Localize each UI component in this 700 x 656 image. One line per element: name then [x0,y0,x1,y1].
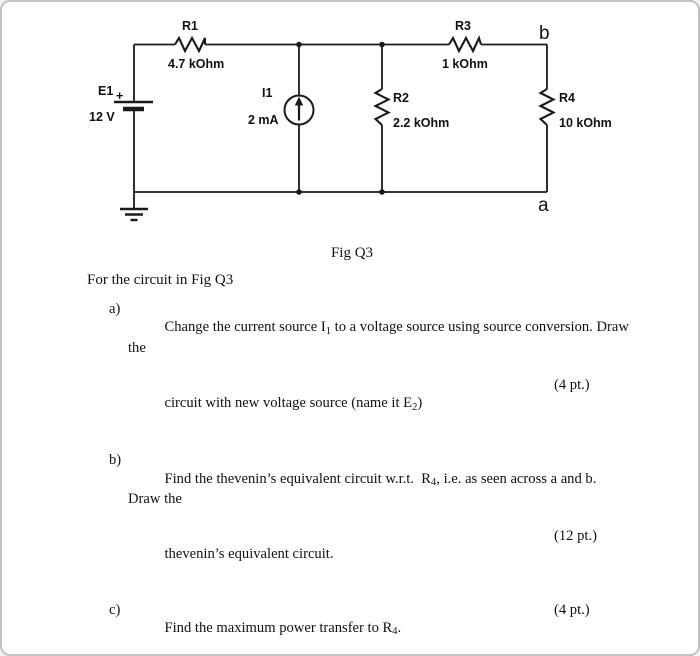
e1-value-label: 12 V [89,110,115,124]
resistor-r4-symbol [541,89,554,125]
node-dot [379,42,385,48]
question-label: c) [109,601,121,618]
points-value: (12 pt.) [554,527,597,544]
points-value: (4 pt.) [554,376,590,393]
resistor-r3-symbol [449,38,481,51]
question-line [128,376,629,452]
e1-name-label: E1 [98,84,114,98]
question-text [128,300,633,451]
question-segment: to a voltage source using source conversion. Draw the [128,319,633,356]
question-segment: Find the thevenin’s equivalent circuit w.r.t. R [164,470,432,487]
question-label: a) [109,301,121,317]
r4-value-label: 10 kOhm [559,116,612,130]
i1-value-label: 2 mA [248,113,279,127]
subscript: 1 [325,325,332,337]
question-text [128,601,629,656]
r1-name-label: R1 [182,19,198,33]
resistor-symbols [175,38,554,125]
subscript: 4 [431,477,437,489]
question-text [128,451,629,600]
node-b-label: b [539,23,550,44]
i1-name-label: I1 [262,86,273,100]
question-segment: ) [417,395,423,412]
question-item-b [109,451,629,600]
question-line [128,527,629,601]
node-dot [296,42,302,48]
question-line [128,451,629,527]
question-intro: For the circuit in Fig Q3 [87,272,234,288]
question-segment: Change the current source I [164,319,326,336]
r2-value-label: 2.2 kOhm [393,116,450,130]
node-a-label: a [538,195,549,216]
r1-value-label: 4.7 kOhm [168,57,225,71]
question-segment: thevenin’s equivalent circuit. [164,546,334,563]
question-segment: . [397,619,402,636]
node-dot [296,189,302,195]
question-label: b) [109,452,122,469]
question-line [128,601,629,656]
question-item-c [109,601,629,656]
current-arrow-head [295,97,303,106]
question-segment: Find the maximum power transfer to R [164,619,393,636]
r2-name-label: R2 [393,91,409,105]
question-segment: circuit with new voltage source (name it E [164,395,413,412]
figure-caption: Fig Q3 [330,245,374,261]
current-source-i1-symbol [285,96,314,125]
points-value: (4 pt.) [554,601,590,618]
battery-e1-symbol [114,102,153,109]
e1-polarity-plus: + [116,89,124,103]
resistor-r2-symbol [376,89,389,125]
r3-value-label: 1 kOhm [442,57,488,71]
circuit-diagram [2,2,700,237]
r3-name-label: R3 [455,19,471,33]
resistor-r1-symbol [175,38,205,51]
junction-dots [296,42,385,195]
subscript: 4 [392,626,398,638]
question-list [109,300,633,656]
r4-name-label: R4 [559,91,575,105]
question-item-a [109,300,633,451]
ground-icon [120,209,148,220]
node-dot [379,189,385,195]
subscript: 2 [412,401,418,413]
question-segment: , i.e. as seen across a and b. Draw the [128,470,604,508]
question-line [128,300,633,376]
